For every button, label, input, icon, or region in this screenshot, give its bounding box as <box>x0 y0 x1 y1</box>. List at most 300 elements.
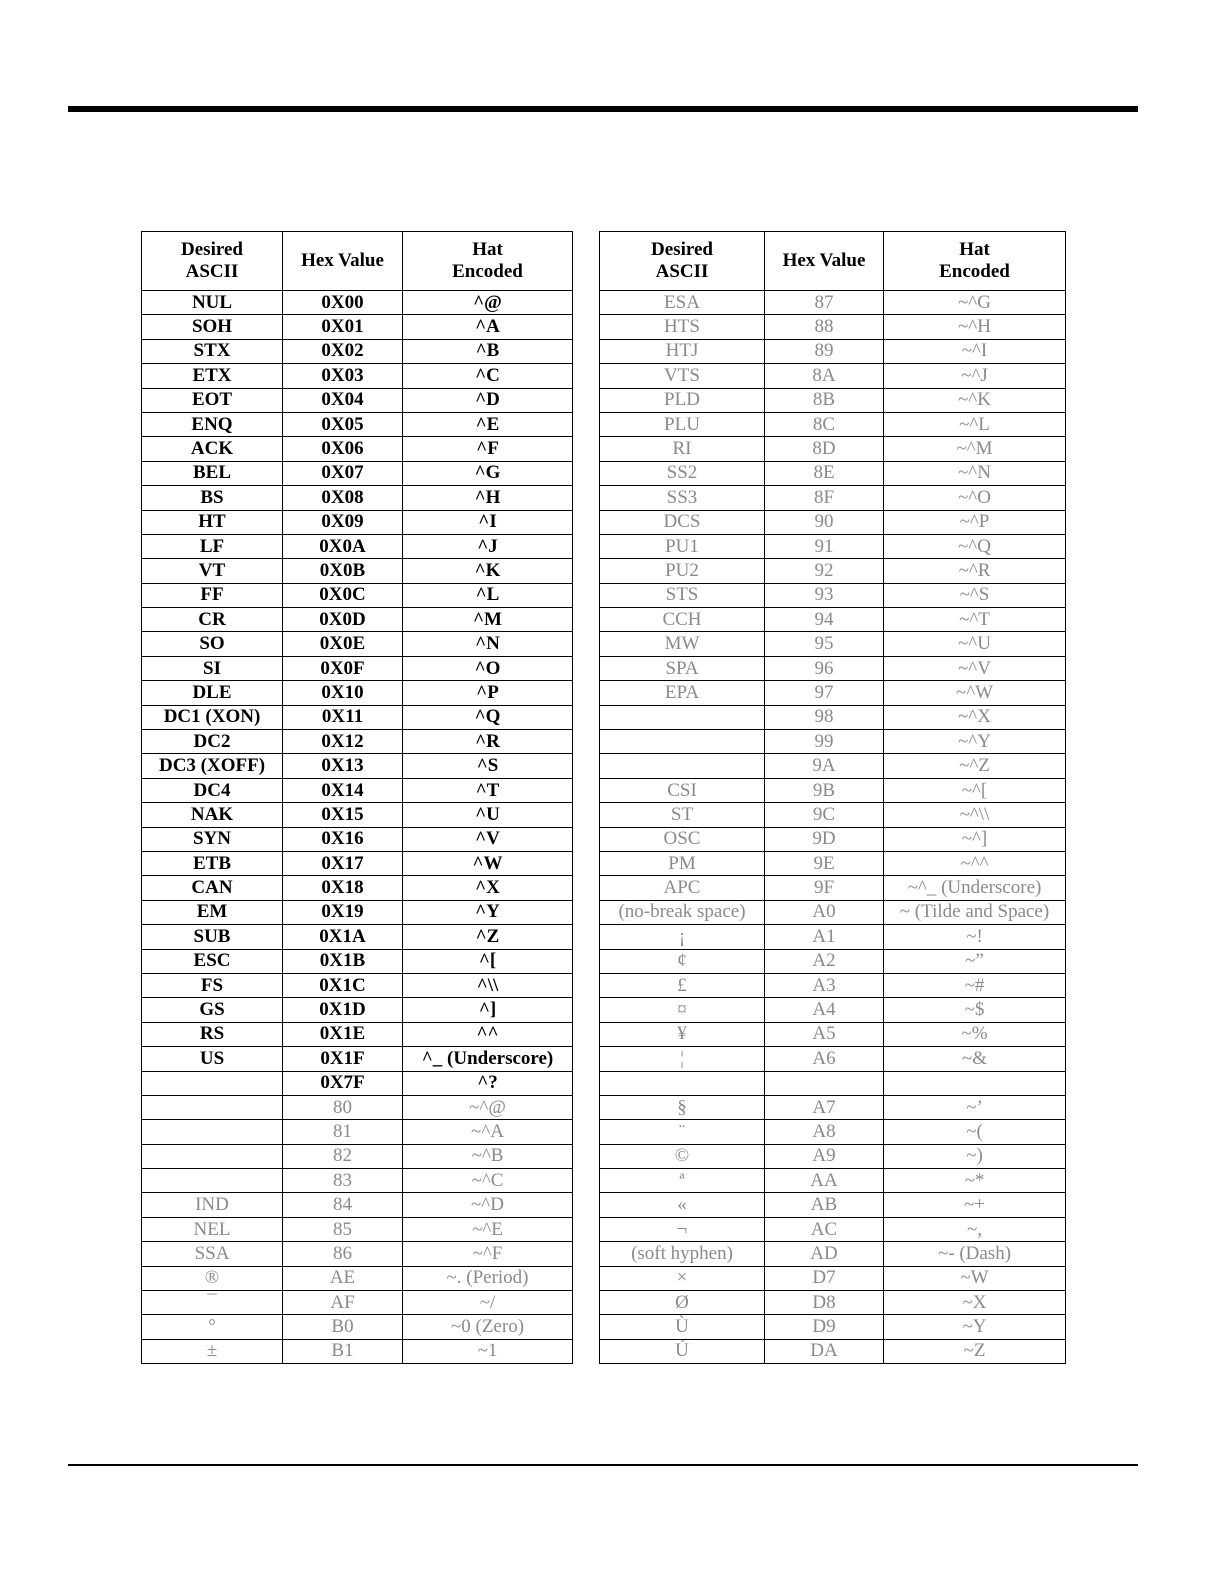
cell-desired-ascii: NUL <box>142 291 283 315</box>
cell-hex-value: B1 <box>283 1339 403 1363</box>
header-desired-ascii <box>600 232 765 291</box>
cell-desired-ascii: HTS <box>600 315 765 339</box>
cell-desired-ascii: ACK <box>142 437 283 461</box>
cell-hex-value: D9 <box>765 1315 884 1339</box>
cell-desired-ascii: BEL <box>142 461 283 485</box>
cell-desired-ascii: ° <box>142 1315 283 1339</box>
cell-hex-value: 0X09 <box>283 510 403 534</box>
cell-hat-encoded: ^R <box>403 730 573 754</box>
table-row <box>142 851 573 875</box>
table-row <box>600 534 1066 558</box>
cell-hat-encoded: ^F <box>403 437 573 461</box>
cell-hat-encoded: ~! <box>884 925 1066 949</box>
cell-desired-ascii: FF <box>142 583 283 607</box>
cell-desired-ascii: (soft hyphen) <box>600 1242 765 1266</box>
cell-desired-ascii: APC <box>600 876 765 900</box>
table-row <box>600 827 1066 851</box>
cell-hex-value: A2 <box>765 949 884 973</box>
table-row <box>142 486 573 510</box>
cell-hat-encoded: ^Z <box>403 925 573 949</box>
cell-desired-ascii: ESA <box>600 291 765 315</box>
cell-hat-encoded: ^I <box>403 510 573 534</box>
cell-hex-value: 0X1A <box>283 925 403 949</box>
cell-desired-ascii: PM <box>600 851 765 875</box>
cell-hat-encoded: ~^O <box>884 486 1066 510</box>
table-row <box>142 315 573 339</box>
cell-desired-ascii: × <box>600 1266 765 1290</box>
cell-hex-value: 0X13 <box>283 754 403 778</box>
cell-desired-ascii <box>142 1095 283 1119</box>
cell-hat-encoded: ^S <box>403 754 573 778</box>
cell-hat-encoded: ^\\ <box>403 973 573 997</box>
cell-hat-encoded: ^A <box>403 315 573 339</box>
table-row <box>142 778 573 802</box>
cell-hex-value: 8C <box>765 412 884 436</box>
cell-hex-value: 0X1C <box>283 973 403 997</box>
cell-desired-ascii: US <box>142 1047 283 1071</box>
cell-desired-ascii: FS <box>142 973 283 997</box>
cell-hex-value: A7 <box>765 1095 884 1119</box>
table-row <box>142 388 573 412</box>
cell-hex-value: 0X19 <box>283 900 403 924</box>
table-row <box>600 583 1066 607</box>
header-hat-encoded <box>403 232 573 291</box>
cell-desired-ascii: SYN <box>142 827 283 851</box>
cell-hat-encoded: ^L <box>403 583 573 607</box>
cell-desired-ascii: IND <box>142 1193 283 1217</box>
table-row <box>142 949 573 973</box>
cell-desired-ascii: « <box>600 1193 765 1217</box>
table-row <box>600 1071 1066 1095</box>
cell-hat-encoded: ~^Q <box>884 534 1066 558</box>
cell-hex-value: 99 <box>765 730 884 754</box>
cell-hex-value: 8E <box>765 461 884 485</box>
table-row <box>142 510 573 534</box>
cell-hat-encoded: ~^F <box>403 1242 573 1266</box>
cell-desired-ascii <box>142 1169 283 1193</box>
table-row <box>142 608 573 632</box>
cell-hat-encoded: ~^V <box>884 656 1066 680</box>
cell-hat-encoded: ^] <box>403 998 573 1022</box>
cell-hat-encoded: ~# <box>884 973 1066 997</box>
cell-hex-value: 0X15 <box>283 803 403 827</box>
cell-hex-value: 87 <box>765 291 884 315</box>
table-row <box>142 1193 573 1217</box>
table-row <box>600 632 1066 656</box>
table-row <box>142 1095 573 1119</box>
table-row <box>600 778 1066 802</box>
cell-desired-ascii: EPA <box>600 681 765 705</box>
cell-desired-ascii: ¨ <box>600 1120 765 1144</box>
cell-hex-value: AD <box>765 1242 884 1266</box>
cell-desired-ascii: SS2 <box>600 461 765 485</box>
cell-hat-encoded: ~( <box>884 1120 1066 1144</box>
table-row <box>142 1242 573 1266</box>
cell-desired-ascii: (no-break space) <box>600 900 765 924</box>
table-row <box>142 705 573 729</box>
cell-desired-ascii: MW <box>600 632 765 656</box>
cell-hat-encoded: ^@ <box>403 291 573 315</box>
cell-hat-encoded: ~- (Dash) <box>884 1242 1066 1266</box>
table-row <box>600 412 1066 436</box>
cell-hex-value: 89 <box>765 339 884 363</box>
cell-hat-encoded: ~^H <box>884 315 1066 339</box>
cell-hex-value: 83 <box>283 1169 403 1193</box>
table-row <box>600 656 1066 680</box>
table-row <box>142 803 573 827</box>
cell-hat-encoded: ^_ (Underscore) <box>403 1047 573 1071</box>
cell-hat-encoded: ~, <box>884 1217 1066 1241</box>
cell-hex-value: 91 <box>765 534 884 558</box>
cell-hex-value: 0X1E <box>283 1022 403 1046</box>
cell-hex-value: 82 <box>283 1144 403 1168</box>
cell-hat-encoded: ^V <box>403 827 573 851</box>
cell-hex-value: 0X01 <box>283 315 403 339</box>
cell-hat-encoded: ~$ <box>884 998 1066 1022</box>
cell-desired-ascii: ¤ <box>600 998 765 1022</box>
cell-desired-ascii: SSA <box>142 1242 283 1266</box>
table-row <box>600 851 1066 875</box>
header-text: Hat <box>472 239 503 260</box>
header-text: ASCII <box>185 261 239 282</box>
cell-hat-encoded: ^Q <box>403 705 573 729</box>
cell-hat-encoded: ~^D <box>403 1193 573 1217</box>
cell-hat-encoded: ~1 <box>403 1339 573 1363</box>
cell-hex-value: A0 <box>765 900 884 924</box>
cell-desired-ascii: CAN <box>142 876 283 900</box>
cell-hat-encoded: ^O <box>403 656 573 680</box>
cell-desired-ascii <box>600 705 765 729</box>
cell-hex-value: 0X06 <box>283 437 403 461</box>
cell-hex-value: 0X10 <box>283 681 403 705</box>
cell-desired-ascii: DC2 <box>142 730 283 754</box>
cell-desired-ascii: SPA <box>600 656 765 680</box>
cell-hat-encoded: ~^A <box>403 1120 573 1144</box>
cell-hex-value: 96 <box>765 656 884 680</box>
cell-desired-ascii <box>600 1071 765 1095</box>
cell-hat-encoded: ^M <box>403 608 573 632</box>
cell-hex-value: 0X0D <box>283 608 403 632</box>
cell-desired-ascii: DCS <box>600 510 765 534</box>
cell-desired-ascii <box>142 1120 283 1144</box>
table-row <box>142 1291 573 1315</box>
cell-hex-value: 0X1D <box>283 998 403 1022</box>
cell-hex-value: 9D <box>765 827 884 851</box>
table-row <box>600 315 1066 339</box>
cell-hat-encoded: ~* <box>884 1169 1066 1193</box>
cell-desired-ascii: DC1 (XON) <box>142 705 283 729</box>
cell-desired-ascii: SI <box>142 656 283 680</box>
cell-hat-encoded: ~^P <box>884 510 1066 534</box>
cell-desired-ascii: ESC <box>142 949 283 973</box>
cell-desired-ascii: RI <box>600 437 765 461</box>
cell-hat-encoded: ^K <box>403 559 573 583</box>
cell-hat-encoded: ^X <box>403 876 573 900</box>
table-row <box>142 632 573 656</box>
cell-hex-value: 0X02 <box>283 339 403 363</box>
cell-desired-ascii: LF <box>142 534 283 558</box>
header-text: ASCII <box>655 261 709 282</box>
cell-hex-value: A5 <box>765 1022 884 1046</box>
cell-hex-value: 9A <box>765 754 884 778</box>
cell-hex-value: 80 <box>283 1095 403 1119</box>
cell-hex-value: 0X11 <box>283 705 403 729</box>
table-header-row <box>600 232 1066 291</box>
cell-hat-encoded: ~% <box>884 1022 1066 1046</box>
table-body <box>600 291 1066 1364</box>
ascii-table-right <box>599 231 1066 1364</box>
cell-desired-ascii: NEL <box>142 1217 283 1241</box>
table-row <box>600 1047 1066 1071</box>
table-row <box>600 486 1066 510</box>
cell-desired-ascii: VT <box>142 559 283 583</box>
cell-hex-value: 90 <box>765 510 884 534</box>
cell-hat-encoded: ~^E <box>403 1217 573 1241</box>
cell-desired-ascii: SUB <box>142 925 283 949</box>
cell-hat-encoded: ^T <box>403 778 573 802</box>
cell-hex-value: D7 <box>765 1266 884 1290</box>
cell-hex-value: 84 <box>283 1193 403 1217</box>
cell-hat-encoded: ^H <box>403 486 573 510</box>
table-row <box>600 1291 1066 1315</box>
cell-hat-encoded: ^C <box>403 364 573 388</box>
cell-hat-encoded: ^J <box>403 534 573 558</box>
cell-hat-encoded: ^E <box>403 412 573 436</box>
cell-hex-value: 8B <box>765 388 884 412</box>
cell-desired-ascii: § <box>600 1095 765 1119</box>
cell-desired-ascii: ¡ <box>600 925 765 949</box>
cell-hex-value: 0X0C <box>283 583 403 607</box>
cell-hat-encoded: ~W <box>884 1266 1066 1290</box>
table-row <box>600 730 1066 754</box>
cell-hex-value: 9E <box>765 851 884 875</box>
cell-hex-value: 0X7F <box>283 1071 403 1095</box>
table-row <box>600 876 1066 900</box>
table-row <box>142 876 573 900</box>
cell-hat-encoded: ^N <box>403 632 573 656</box>
table-row <box>600 339 1066 363</box>
cell-hat-encoded: ~/ <box>403 1291 573 1315</box>
cell-hat-encoded: ~^_ (Underscore) <box>884 876 1066 900</box>
cell-hex-value: 92 <box>765 559 884 583</box>
cell-desired-ascii: ENQ <box>142 412 283 436</box>
footer-rule <box>68 1464 1138 1466</box>
cell-desired-ascii: © <box>600 1144 765 1168</box>
table-row <box>142 534 573 558</box>
cell-hat-encoded: ~+ <box>884 1193 1066 1217</box>
table-row <box>600 1144 1066 1168</box>
cell-hex-value: 0X12 <box>283 730 403 754</box>
cell-hex-value: 0X07 <box>283 461 403 485</box>
cell-hex-value: 0X18 <box>283 876 403 900</box>
cell-hat-encoded: ~^K <box>884 388 1066 412</box>
cell-desired-ascii: PU1 <box>600 534 765 558</box>
table-row <box>600 608 1066 632</box>
cell-hex-value: 9B <box>765 778 884 802</box>
cell-hat-encoded: ~^X <box>884 705 1066 729</box>
cell-hat-encoded: ^P <box>403 681 573 705</box>
cell-hex-value: 0X0F <box>283 656 403 680</box>
cell-hat-encoded: ~^@ <box>403 1095 573 1119</box>
cell-hex-value: 8A <box>765 364 884 388</box>
cell-hex-value: 0X0E <box>283 632 403 656</box>
cell-hat-encoded: ~X <box>884 1291 1066 1315</box>
cell-desired-ascii: PLU <box>600 412 765 436</box>
cell-hat-encoded: ^G <box>403 461 573 485</box>
table-row <box>142 559 573 583</box>
cell-hex-value: 0X03 <box>283 364 403 388</box>
cell-hex-value: 0X08 <box>283 486 403 510</box>
cell-hat-encoded: ~& <box>884 1047 1066 1071</box>
table-row <box>142 730 573 754</box>
cell-hex-value: 98 <box>765 705 884 729</box>
cell-desired-ascii: PU2 <box>600 559 765 583</box>
cell-hat-encoded: ^W <box>403 851 573 875</box>
table-row <box>600 1169 1066 1193</box>
cell-hex-value: AB <box>765 1193 884 1217</box>
cell-desired-ascii: GS <box>142 998 283 1022</box>
cell-hex-value: 9C <box>765 803 884 827</box>
cell-desired-ascii: CSI <box>600 778 765 802</box>
table-row <box>142 1315 573 1339</box>
table-row <box>142 900 573 924</box>
cell-hat-encoded: ^^ <box>403 1022 573 1046</box>
cell-hat-encoded: ~^[ <box>884 778 1066 802</box>
cell-hat-encoded: ~^J <box>884 364 1066 388</box>
table-row <box>142 656 573 680</box>
table-row <box>142 1266 573 1290</box>
table-row <box>142 1339 573 1363</box>
table-row <box>142 754 573 778</box>
cell-desired-ascii <box>600 754 765 778</box>
table-row <box>142 681 573 705</box>
table-row <box>600 461 1066 485</box>
cell-desired-ascii: STX <box>142 339 283 363</box>
cell-hex-value: 0X1F <box>283 1047 403 1071</box>
cell-desired-ascii: ¥ <box>600 1022 765 1046</box>
table-row <box>142 412 573 436</box>
table-row <box>600 291 1066 315</box>
cell-hat-encoded: ^D <box>403 388 573 412</box>
table-row <box>600 559 1066 583</box>
table-row <box>142 998 573 1022</box>
cell-desired-ascii: VTS <box>600 364 765 388</box>
cell-hat-encoded: ~^Y <box>884 730 1066 754</box>
ascii-table-left <box>141 231 573 1364</box>
table-row <box>600 998 1066 1022</box>
table-row <box>142 1169 573 1193</box>
cell-hat-encoded: ~^W <box>884 681 1066 705</box>
table-row <box>142 1217 573 1241</box>
header-text: Hex Value <box>782 250 866 271</box>
cell-hex-value: AE <box>283 1266 403 1290</box>
cell-desired-ascii: ± <box>142 1339 283 1363</box>
cell-desired-ascii: ¦ <box>600 1047 765 1071</box>
cell-hat-encoded: ~” <box>884 949 1066 973</box>
cell-hex-value: 0X14 <box>283 778 403 802</box>
table-row <box>142 973 573 997</box>
cell-desired-ascii: ® <box>142 1266 283 1290</box>
cell-hat-encoded: ~^L <box>884 412 1066 436</box>
cell-hex-value: 88 <box>765 315 884 339</box>
cell-hex-value: AF <box>283 1291 403 1315</box>
header-hex-value <box>283 232 403 291</box>
cell-desired-ascii: CR <box>142 608 283 632</box>
table-row <box>600 1120 1066 1144</box>
cell-hat-encoded: ~^S <box>884 583 1066 607</box>
table-row <box>142 461 573 485</box>
cell-hat-encoded: ~ (Tilde and Space) <box>884 900 1066 924</box>
table-row <box>600 754 1066 778</box>
table-row <box>142 925 573 949</box>
table-row <box>600 1315 1066 1339</box>
header-text: Hat <box>959 239 990 260</box>
cell-hex-value: A8 <box>765 1120 884 1144</box>
table-row <box>142 339 573 363</box>
cell-hex-value: 0X04 <box>283 388 403 412</box>
cell-desired-ascii: ¬ <box>600 1217 765 1241</box>
cell-hex-value: D8 <box>765 1291 884 1315</box>
table-row <box>142 583 573 607</box>
cell-desired-ascii: Ù <box>600 1315 765 1339</box>
cell-hat-encoded: ~^^ <box>884 851 1066 875</box>
cell-desired-ascii: SO <box>142 632 283 656</box>
header-text: Desired <box>181 239 243 260</box>
cell-hat-encoded <box>884 1071 1066 1095</box>
cell-desired-ascii <box>142 1144 283 1168</box>
cell-desired-ascii: EOT <box>142 388 283 412</box>
table-row <box>142 291 573 315</box>
table-row <box>600 1095 1066 1119</box>
cell-desired-ascii: SOH <box>142 315 283 339</box>
table-row <box>142 364 573 388</box>
cell-hat-encoded: ~^\\ <box>884 803 1066 827</box>
cell-desired-ascii: DC3 (XOFF) <box>142 754 283 778</box>
cell-hex-value: 85 <box>283 1217 403 1241</box>
cell-desired-ascii: STS <box>600 583 765 607</box>
cell-hex-value: 0X0A <box>283 534 403 558</box>
cell-hat-encoded: ~^T <box>884 608 1066 632</box>
cell-hat-encoded: ^Y <box>403 900 573 924</box>
cell-hat-encoded: ~^N <box>884 461 1066 485</box>
header-text: Encoded <box>452 261 523 282</box>
cell-hat-encoded: ^B <box>403 339 573 363</box>
table-row <box>600 364 1066 388</box>
table-row <box>600 973 1066 997</box>
cell-hat-encoded: ~’ <box>884 1095 1066 1119</box>
cell-desired-ascii: NAK <box>142 803 283 827</box>
cell-hex-value: DA <box>765 1339 884 1363</box>
table-body <box>142 291 573 1364</box>
cell-hat-encoded: ~^I <box>884 339 1066 363</box>
cell-desired-ascii: HT <box>142 510 283 534</box>
cell-hex-value: 0X0B <box>283 559 403 583</box>
cell-hex-value: A4 <box>765 998 884 1022</box>
cell-hex-value: 0X16 <box>283 827 403 851</box>
cell-hex-value: A1 <box>765 925 884 949</box>
cell-desired-ascii: HTJ <box>600 339 765 363</box>
table-row <box>600 510 1066 534</box>
cell-hat-encoded: ~^] <box>884 827 1066 851</box>
header-desired-ascii <box>142 232 283 291</box>
table-row <box>600 681 1066 705</box>
table-row <box>142 437 573 461</box>
table-row <box>600 900 1066 924</box>
header-hat-encoded <box>884 232 1066 291</box>
cell-hex-value: 8F <box>765 486 884 510</box>
cell-hat-encoded: ~^R <box>884 559 1066 583</box>
table-row <box>600 1022 1066 1046</box>
